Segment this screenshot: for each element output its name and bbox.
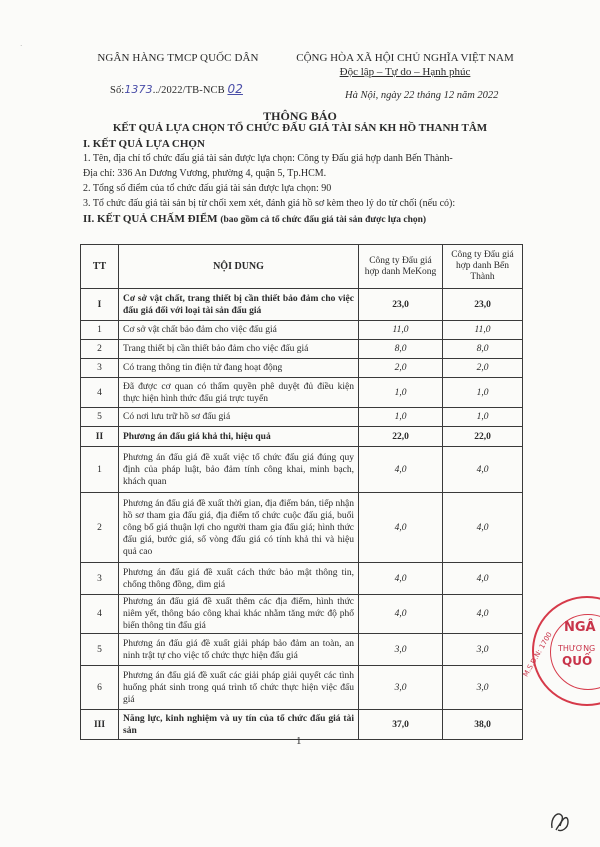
row-number: 4 [81, 378, 119, 408]
table-row [81, 408, 523, 427]
score-mekong: 8,0 [359, 340, 443, 359]
section-1-heading: I. KẾT QUẢ LỰA CHỌN [83, 138, 205, 150]
handwritten-suffix: 02 [227, 82, 243, 96]
section-2-note: (bao gồm cả tổ chức đấu giá tài sản được lựa chọn) [220, 215, 427, 225]
table-header-row [81, 245, 523, 289]
row-number: 3 [81, 563, 119, 595]
row-number: 1 [81, 321, 119, 340]
table-row [81, 595, 523, 634]
score-ben-thanh: 1,0 [443, 408, 523, 427]
scoring-table [80, 244, 523, 740]
row-number: 6 [81, 666, 119, 710]
row-number: 5 [81, 408, 119, 427]
score-mekong: 4,0 [359, 447, 443, 493]
score-ben-thanh: 4,0 [443, 595, 523, 634]
score-mekong: 4,0 [359, 493, 443, 563]
score-mekong: 3,0 [359, 634, 443, 666]
table-row [81, 321, 523, 340]
score-mekong: 37,0 [359, 710, 443, 740]
row-number: II [81, 427, 119, 447]
header-right [285, 52, 525, 78]
table-row [81, 378, 523, 408]
score-ben-thanh: 3,0 [443, 666, 523, 710]
document-subtitle: KẾT QUẢ LỰA CHỌN TỔ CHỨC ĐẤU GIÁ TÀI SẢN KH HỒ THANH TÂM [112, 122, 488, 134]
table-row [81, 359, 523, 378]
row-content: Trang thiết bị cần thiết bảo đảm cho việc đấu giá [119, 340, 359, 359]
table-row [81, 447, 523, 493]
score-ben-thanh: 8,0 [443, 340, 523, 359]
row-number: 2 [81, 493, 119, 563]
table-body [81, 289, 523, 740]
table-row [81, 563, 523, 595]
section-1-line: 1. Tên, địa chỉ tổ chức đấu giá tài sản được lựa chọn: Công ty Đấu giá hợp danh Bến Thành- [83, 153, 453, 164]
score-ben-thanh: 3,0 [443, 634, 523, 666]
row-content: Có trang thông tin điện tử đang hoạt động [119, 359, 359, 378]
row-number: 3 [81, 359, 119, 378]
table-row [81, 289, 523, 321]
row-content: Năng lực, kinh nghiệm và uy tín của tổ chức đấu giá tài sản [119, 710, 359, 740]
score-ben-thanh: 4,0 [443, 447, 523, 493]
section-1-line: Địa chỉ: 336 An Dương Vương, phường 4, quận 5, Tp.HCM. [83, 168, 327, 179]
issue-date: Hà Nội, ngày 22 tháng 12 năm 2022 [345, 90, 499, 101]
score-ben-thanh: 38,0 [443, 710, 523, 740]
table-row [81, 427, 523, 447]
row-number: 2 [81, 340, 119, 359]
header-company-mekong: Công ty Đấu giá hợp danh MeKong [359, 245, 443, 289]
row-content: Phương án đấu giá đề xuất thời gian, địa điểm bán, tiếp nhận hồ sơ tham gia đấu giá, địa điểm tổ chức cuộc đấu giá, buổi công bố giá thuận lợi cho người tham gia đấu giá; hình thức đấu giá, bước giá, số vòng đấu giá có tính khả thi và hiệu quả cao [119, 493, 359, 563]
row-number: III [81, 710, 119, 740]
row-content: Phương án đấu giá đề xuất giải pháp bảo đảm an toàn, an ninh trật tự cho việc tổ chức thực hiện đấu giá [119, 634, 359, 666]
score-ben-thanh: 1,0 [443, 378, 523, 408]
score-ben-thanh: 23,0 [443, 289, 523, 321]
score-mekong: 2,0 [359, 359, 443, 378]
table-row [81, 710, 523, 740]
row-content: Phương án đấu giá khả thi, hiệu quả [119, 427, 359, 447]
table-row [81, 666, 523, 710]
handwritten-initials [548, 808, 572, 834]
row-content: Cơ sở vật chất, trang thiết bị cần thiết bảo đảm cho việc đấu giá đối với loại tài sản đấu giá [119, 289, 359, 321]
row-content: Có nơi lưu trữ hồ sơ đấu giá [119, 408, 359, 427]
header-tt: TT [81, 245, 119, 289]
issuer-name: NGÂN HÀNG TMCP QUỐC DÂN [97, 52, 259, 64]
header-content: NỘI DUNG [119, 245, 359, 289]
row-number: 1 [81, 447, 119, 493]
score-ben-thanh: 4,0 [443, 563, 523, 595]
score-ben-thanh: 4,0 [443, 493, 523, 563]
score-mekong: 11,0 [359, 321, 443, 340]
score-ben-thanh: 11,0 [443, 321, 523, 340]
table-row [81, 493, 523, 563]
score-mekong: 23,0 [359, 289, 443, 321]
row-number: 5 [81, 634, 119, 666]
row-content: Phương án đấu giá đề xuất cách thức bảo mật thông tin, chống thông đồng, dìm giá [119, 563, 359, 595]
document-title: THÔNG BÁO [263, 109, 337, 123]
section-1-line: 2. Tổng số điểm của tổ chức đấu giá tài sản được lựa chọn: 90 [83, 183, 332, 194]
score-ben-thanh: 22,0 [443, 427, 523, 447]
score-mekong: 1,0 [359, 408, 443, 427]
score-mekong: 3,0 [359, 666, 443, 710]
score-mekong: 22,0 [359, 427, 443, 447]
table-row [81, 340, 523, 359]
row-content: Phương án đấu giá đề xuất việc tổ chức đấu giá đúng quy định của pháp luật, bảo đảm tính công khai, minh bạch, khách quan [119, 447, 359, 493]
section-2-heading: II. KẾT QUẢ CHẤM ĐIỂM (bao gồm cả tổ chức đấu giá tài sản được lựa chọn) [83, 213, 427, 225]
row-content: Cơ sở vật chất bảo đảm cho việc đấu giá [119, 321, 359, 340]
row-content: Phương án đấu giá đề xuất thêm các địa điểm, hình thức niêm yết, thông báo công khai khác nhằm tăng mức độ phổ biến thông tin đấu giá [119, 595, 359, 634]
row-content: Phương án đấu giá đề xuất các giải pháp giải quyết các tình huống phát sinh trong quá trình tổ chức thực hiện việc đấu giá [119, 666, 359, 710]
scan-mark: · [20, 42, 23, 50]
page-number: 1 [296, 735, 302, 747]
handwritten-number: 1373 [124, 83, 153, 96]
document-number: Số:1373../2022/TB-NCB 02 [110, 82, 243, 96]
table-row [81, 634, 523, 666]
company-seal: M.S.D.N: 1700 NGÂ THƯƠNG QUỐ [532, 596, 600, 706]
header-company-ben-thanh: Công ty Đấu giá hợp danh Bến Thành [443, 245, 523, 289]
row-content: Đã được cơ quan có thẩm quyền phê duyệt đủ điều kiện thực hiện hình thức đấu giá trực tuyến [119, 378, 359, 408]
score-mekong: 4,0 [359, 595, 443, 634]
header-left [78, 52, 278, 96]
section-1-line: 3. Tổ chức đấu giá tài sản bị từ chối xem xét, đánh giá hồ sơ kèm theo lý do từ chối (nếu có): [83, 198, 456, 209]
score-mekong: 1,0 [359, 378, 443, 408]
row-number: 4 [81, 595, 119, 634]
country-name: CỘNG HÒA XÃ HỘI CHỦ NGHĨA VIỆT NAM [296, 52, 514, 64]
row-number: I [81, 289, 119, 321]
score-mekong: 4,0 [359, 563, 443, 595]
score-ben-thanh: 2,0 [443, 359, 523, 378]
national-motto: Độc lập – Tự do – Hạnh phúc [339, 66, 471, 78]
